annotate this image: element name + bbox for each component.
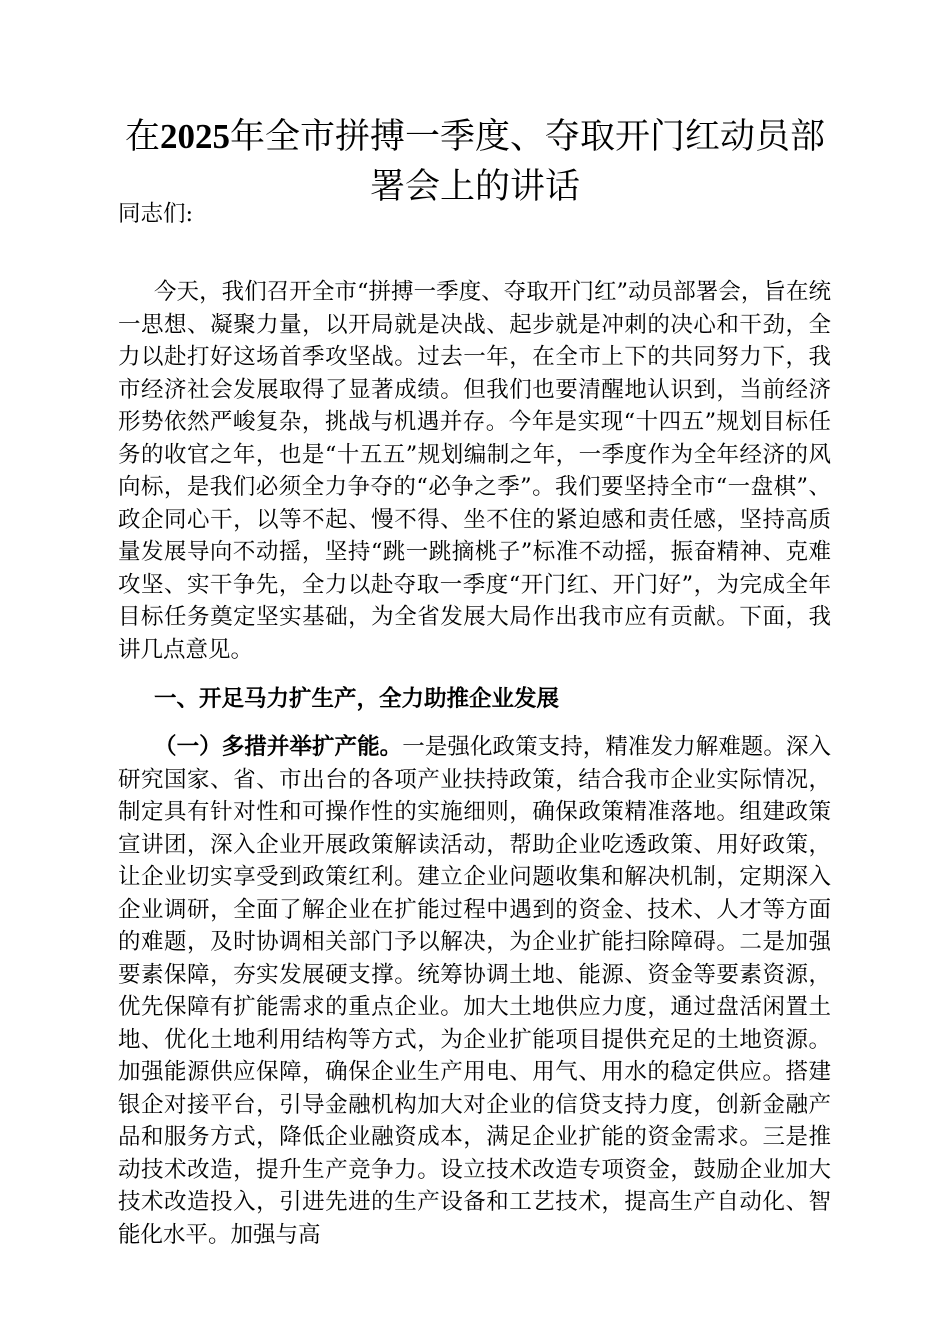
subsection-lead: （一）多措并举扩产能。 — [154, 734, 403, 760]
title-suffix: 年全市拼搏一季度、夺取开门红动员部署会上的讲话 — [230, 117, 826, 207]
opening-paragraph: 今天，我们召开全市“拼搏一季度、夺取开门红”动员部署会，旨在统一思想、凝聚力量，以开局就是决战、起步就是冲刺的决心和干劲，全力以赴打好这场首季攻坚战。过去一年，在全市上下的共同努力下，我市经济社会发展取得了显著成绩。但我们也要清醒地认识到，当前经济形势依然严峻复杂，挑战与机遇并存。今年是实现“十四五”规划目标任务的收官之年，也是“十五五”规划编制之年，一季度作为全年经济的风向标，是我们必须全力争夺的“必争之季”。我们要坚持全市“一盘棋”、政企同心干，以等不起、慢不得、坐不住的紧迫感和责任感，坚持高质量发展导向不动摇，坚持“跳一跳摘桃子”标准不动摇，振奋精神、克难攻坚、实干争先，全力以赴夺取一季度“开门红、开门好”，为完成全年目标任务奠定坚实基础，为全省发展大局作出我市应有贡献。下面，我讲几点意见。 — [118, 279, 831, 663]
body-paragraph-text: 一是强化政策支持，精准发力解难题。深入研究国家、省、市出台的各项产业扶持政策，结合我市企业实际情况，制定具有针对性和可操作性的实施细则，确保政策精准落地。组建政策宣讲团，深入企业开展政策解读活动，帮助企业吃透政策、用好政策，让企业切实享受到政策红利。建立企业问题收集和解决机制，定期深入企业调研，全面了解企业在扩能过程中遇到的资金、技术、人才等方面的难题，及时协调相关部门予以解决，为企业扩能扫除障碍。二是加强要素保障，夯实发展硬支撑。统筹协调土地、能源、资金等要素资源，优先保障有扩能需求的重点企业。加大土地供应力度，通过盘活闲置土地、优化土地利用结构等方式，为企业扩能项目提供充足的土地资源。加强能源供应保障，确保企业生产用电、用气、用水的稳定供应。搭建银企对接平台，引导金融机构加大对企业的信贷支持力度，创新金融产品和服务方式，降低企业融资成本，满足企业扩能的资金需求。三是推动技术改造，提升生产竞争力。设立技术改造专项资金，鼓励企业加大技术改造投入，引进先进的生产设备和工艺技术，提高生产自动化、智能化水平。加强与高 — [118, 734, 831, 1248]
section-heading: 一、开足马力扩生产，全力助推企业发展 — [154, 686, 560, 712]
title-prefix: 在 — [124, 117, 160, 157]
document-title — [110, 112, 840, 212]
body-paragraph — [118, 731, 831, 1251]
salutation: 同志们: — [118, 201, 194, 227]
title-year: 2025 — [160, 117, 230, 156]
